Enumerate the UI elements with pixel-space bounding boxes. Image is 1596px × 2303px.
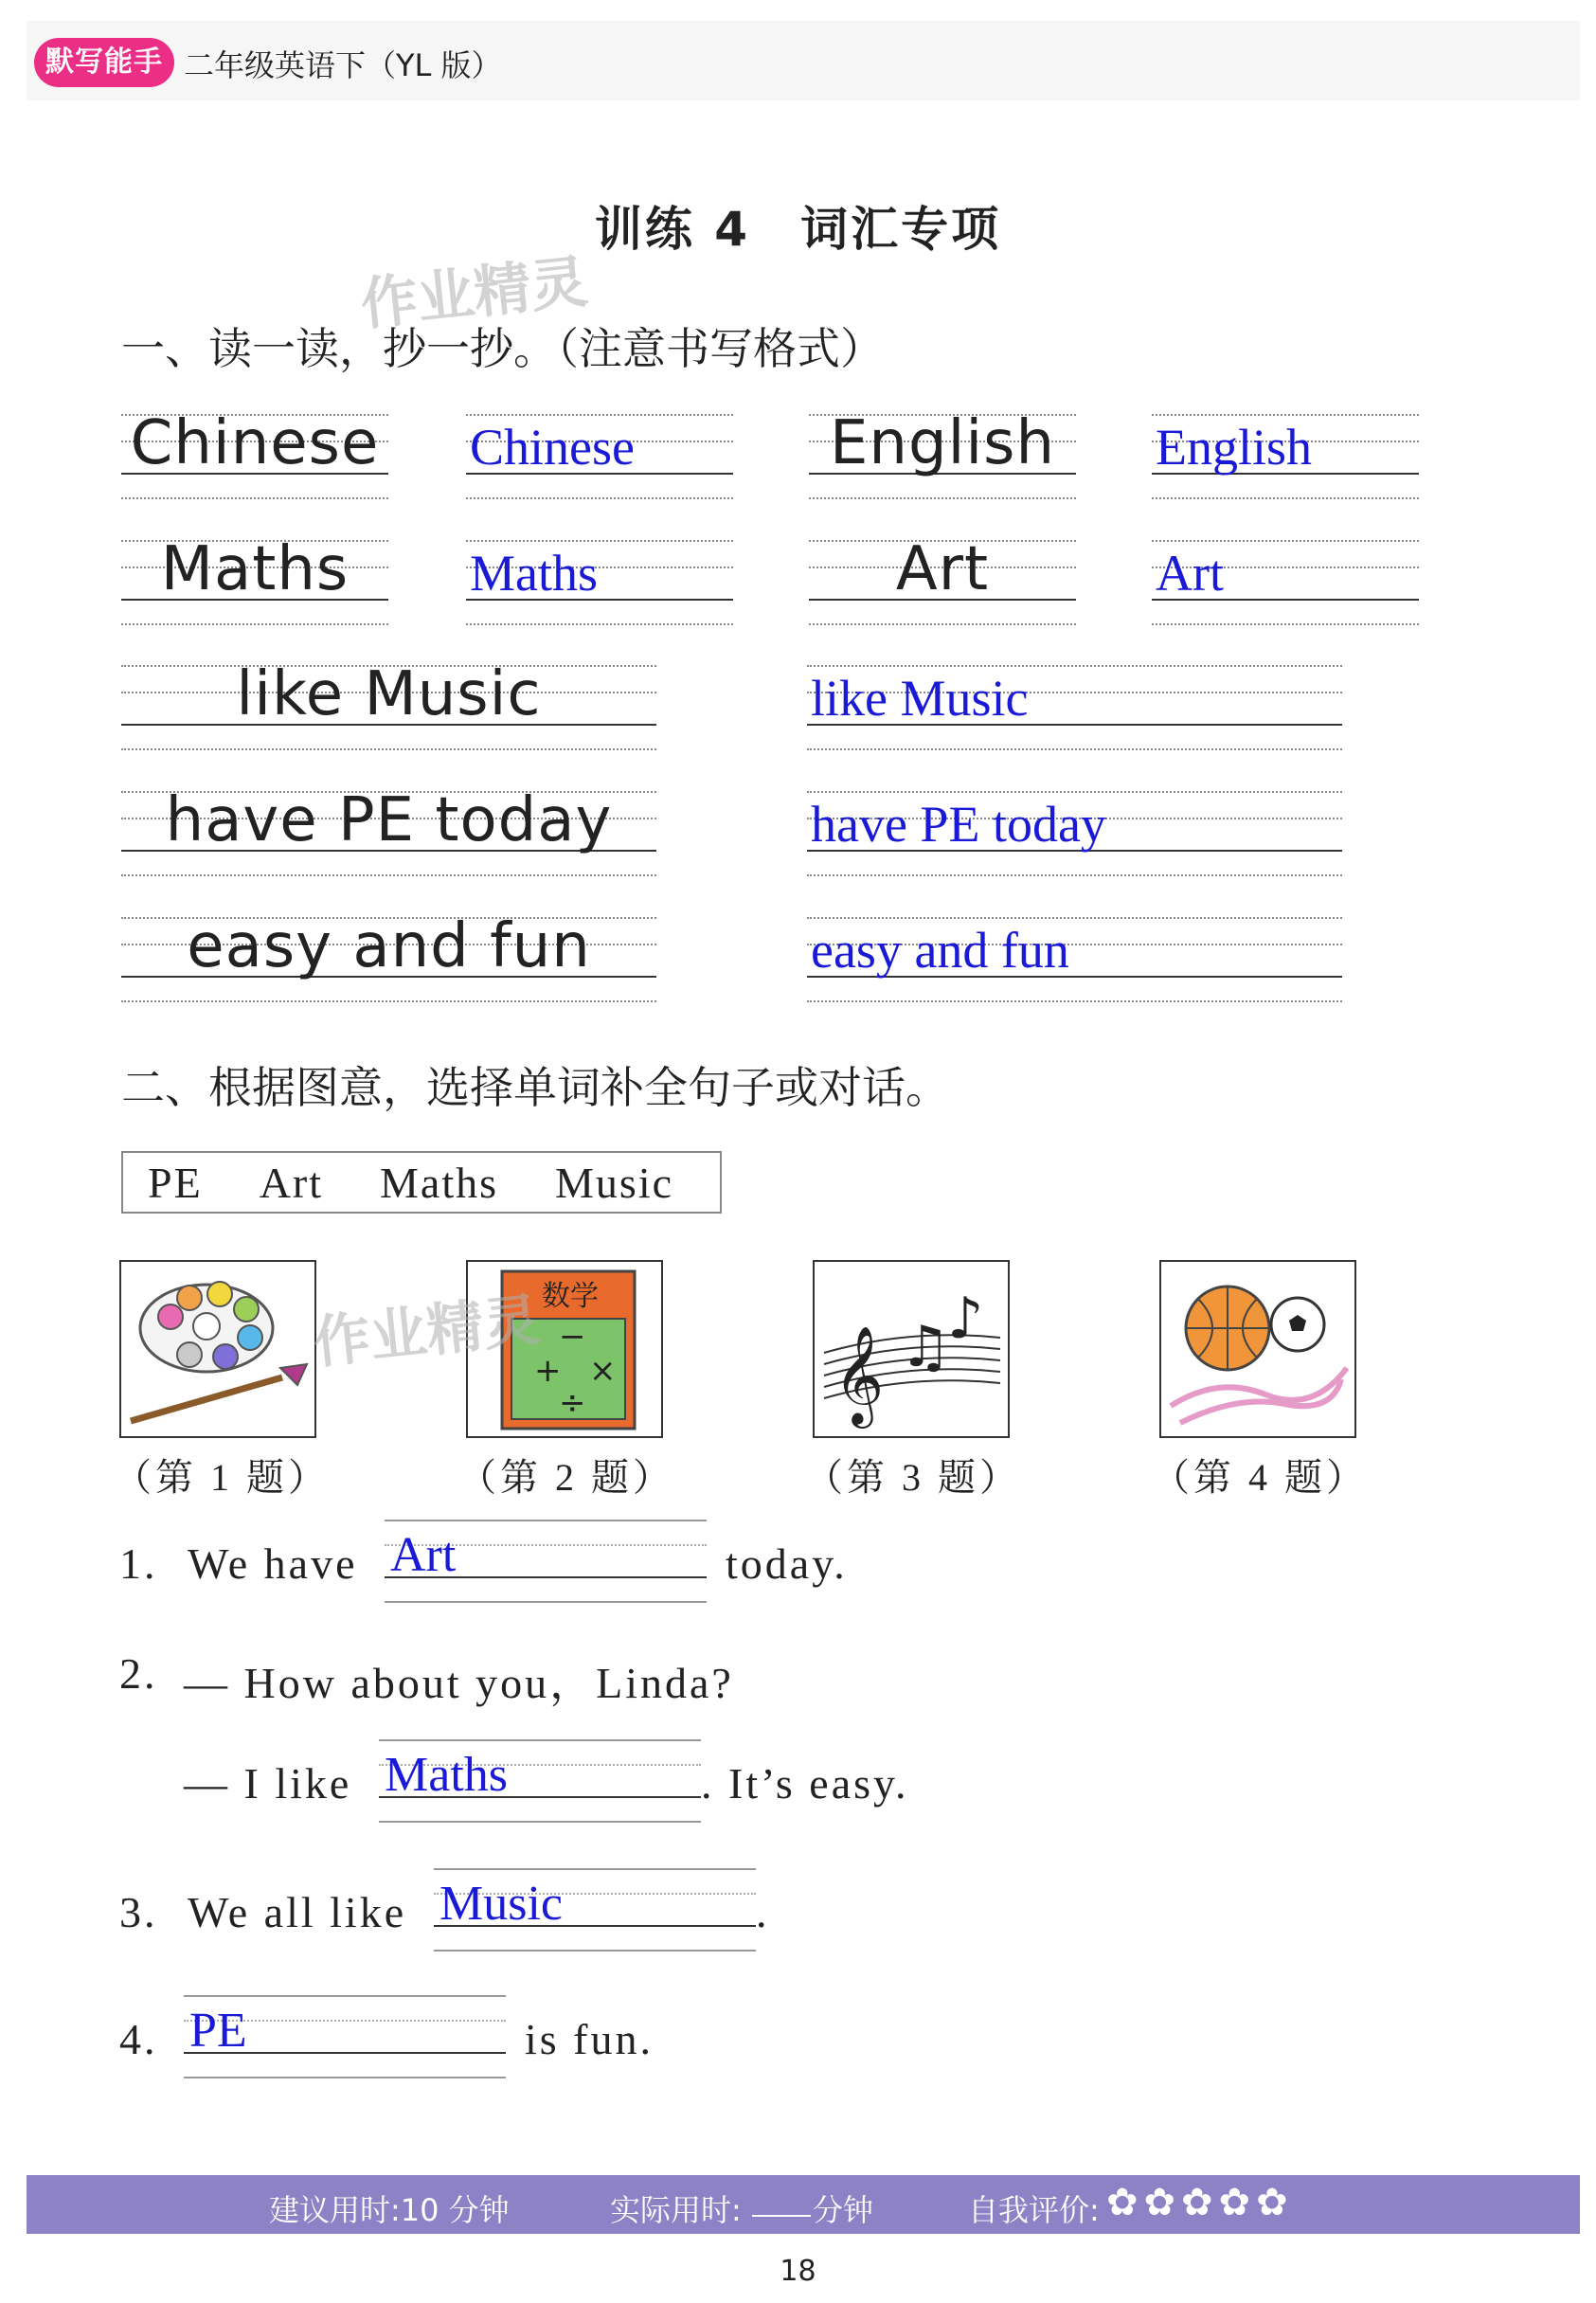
copy-model-like-music: like Music [121, 665, 656, 750]
actual-time-unit: 分钟 [813, 2192, 874, 2228]
svg-text:𝄞: 𝄞 [834, 1325, 885, 1425]
page-number: 18 [780, 2255, 816, 2288]
question-3-number: 3. [119, 1888, 158, 1936]
series-logo: 默写能手 [34, 38, 174, 87]
copy-answer-chinese[interactable]: Chinese [466, 414, 733, 499]
svg-text:♪: ♪ [947, 1286, 984, 1352]
page-title: 训练 4 词汇专项 [594, 202, 1002, 257]
question-2-number: 2. [119, 1649, 158, 1698]
watermark: 作业精灵 [357, 248, 591, 339]
word-bank-item: Maths [380, 1158, 499, 1207]
section-1-title: 一、读一读，抄一抄。（注意书写格式） [121, 323, 884, 374]
question-1-before: We have [188, 1539, 358, 1588]
question-1-number: 1. [119, 1539, 158, 1588]
question-4-number: 4. [119, 2015, 158, 2063]
copy-answer-like-music[interactable]: like Music [807, 665, 1342, 750]
question-1-after: today. [726, 1539, 848, 1588]
copy-answer-easy-and-fun[interactable]: easy and fun [807, 917, 1342, 1002]
copy-answer-english[interactable]: English [1152, 414, 1419, 499]
question-2-after: . It’s easy. [701, 1759, 909, 1808]
music-notes-icon [813, 1260, 1010, 1438]
svg-text:÷: ÷ [559, 1384, 586, 1422]
question-3-after: . [756, 1888, 770, 1936]
copy-answer-have-pe-today[interactable]: have PE today [807, 791, 1342, 876]
question-1-answer: Art [390, 1528, 457, 1582]
question-1-blank[interactable] [385, 1520, 707, 1605]
question-3-before: We all like [188, 1888, 407, 1936]
self-eval-label: 自我评价: [968, 2192, 1100, 2228]
copy-model-have-pe-today: have PE today [121, 791, 656, 876]
word-bank-item: PE [148, 1158, 203, 1207]
svg-text:−: − [559, 1318, 586, 1356]
picture-caption-4: （第 4 题） [1152, 1456, 1368, 1499]
copy-answer-art[interactable]: Art [1152, 540, 1419, 625]
suggested-time: 建议用时:10 分钟 [269, 2192, 510, 2228]
svg-text:♫: ♫ [900, 1314, 951, 1380]
question-2-line-1: — How about you，Linda? [184, 1659, 734, 1707]
question-4-blank[interactable] [184, 1995, 506, 2080]
copy-model-chinese: Chinese [121, 414, 388, 499]
svg-text:×: × [589, 1352, 617, 1390]
picture-caption-2: （第 2 题） [458, 1456, 674, 1499]
copy-model-maths: Maths [121, 540, 388, 625]
section-2-title: 二、根据图意，选择单词补全句子或对话。 [121, 1062, 949, 1113]
question-3-blank[interactable] [434, 1868, 756, 1953]
question-4-after: is fun. [525, 2015, 654, 2063]
svg-text:+: + [534, 1352, 562, 1390]
book-cover-text: 数学 [542, 1280, 599, 1313]
watermark: 作业精灵 [310, 1286, 544, 1377]
word-bank-item: Music [555, 1158, 674, 1207]
question-2-answer: Maths [385, 1748, 508, 1802]
paint-palette-icon [119, 1260, 316, 1438]
actual-time-label: 实际用时: [610, 2192, 742, 2228]
copy-answer-maths[interactable]: Maths [466, 540, 733, 625]
question-3-answer: Music [439, 1877, 563, 1931]
question-2-before: — I like [184, 1759, 352, 1808]
word-bank [121, 1151, 722, 1214]
word-bank-item: Art [259, 1158, 324, 1207]
picture-caption-3: （第 3 题） [805, 1456, 1021, 1499]
copy-model-easy-and-fun: easy and fun [121, 917, 656, 1002]
actual-time-blank[interactable] [752, 2215, 811, 2217]
balls-and-rope-icon [1159, 1260, 1356, 1438]
footer-band [27, 2175, 1580, 2234]
rating-flowers-icon[interactable]: ✿✿✿✿✿ [1106, 2181, 1294, 2224]
copy-model-art: Art [809, 540, 1076, 625]
question-2-blank[interactable] [379, 1739, 701, 1825]
question-4-answer: PE [189, 2004, 247, 2058]
picture-caption-1: （第 1 题） [114, 1456, 330, 1499]
book-title: 二年级英语下（YL 版） [184, 47, 502, 83]
copy-model-english: English [809, 414, 1076, 499]
